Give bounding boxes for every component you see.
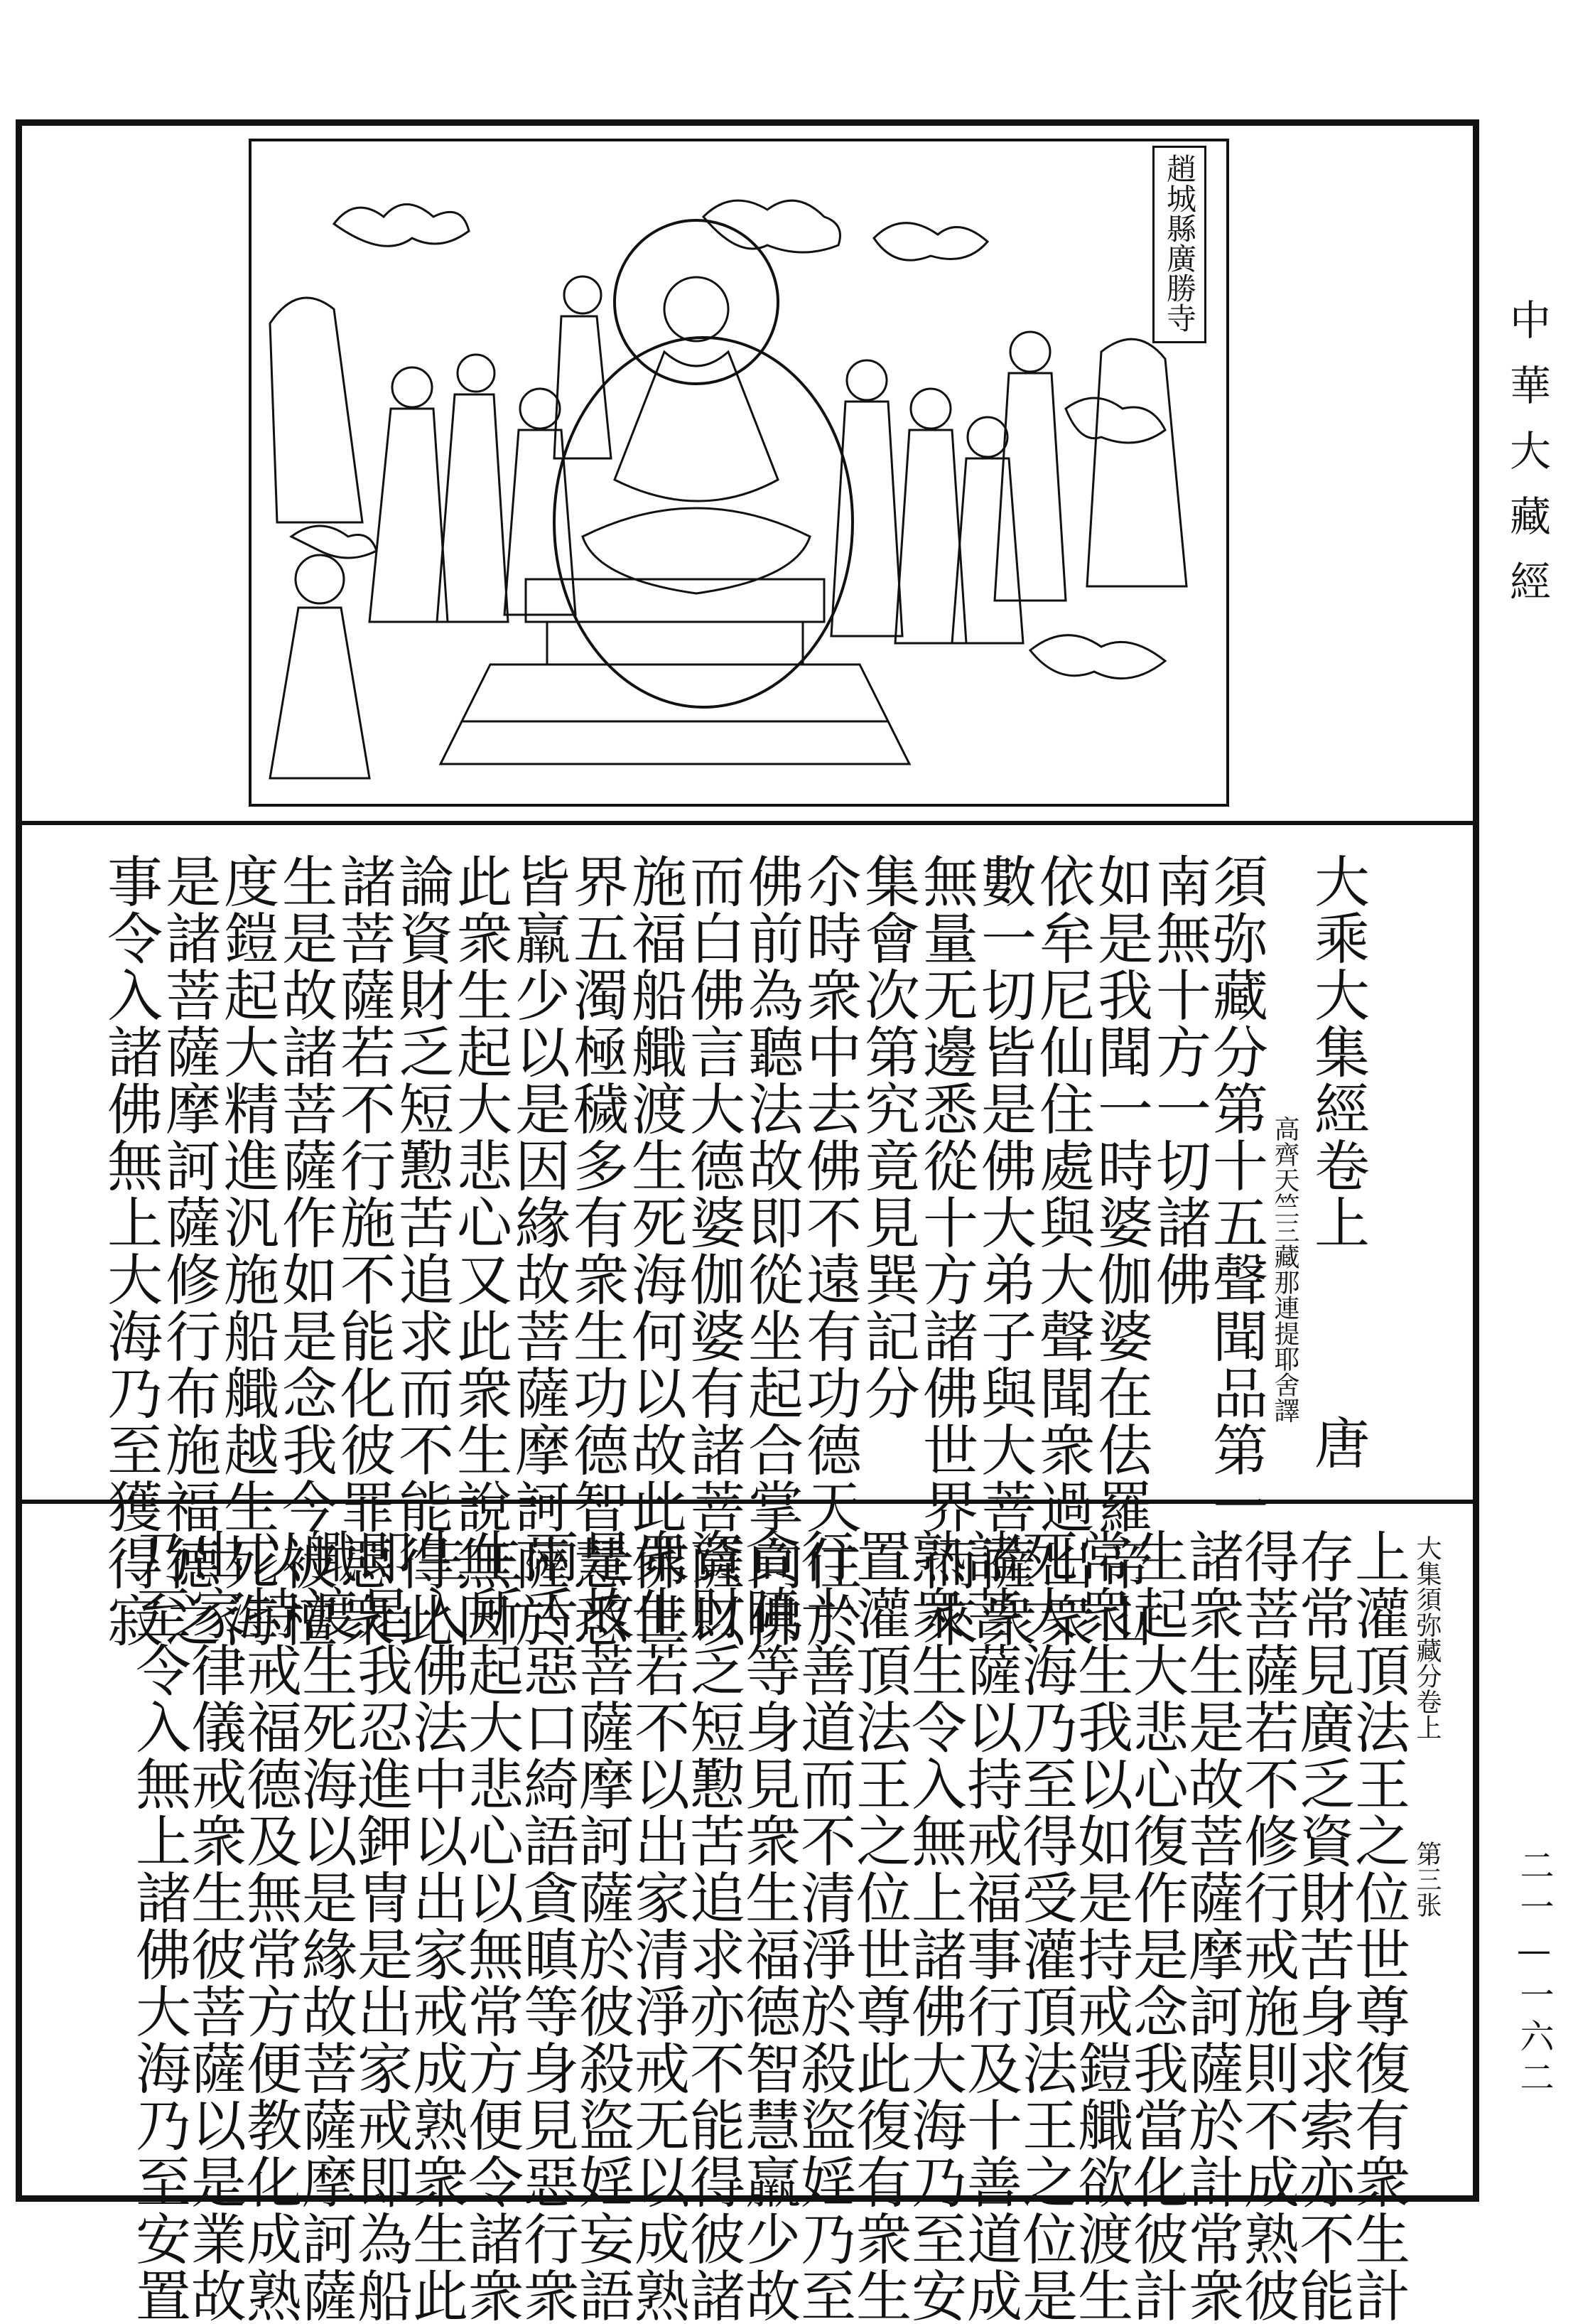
text-column: 數一切皆是佛大弟子與大菩薩衆 (972, 853, 1036, 1649)
buddha-assembly-woodcut-icon (249, 139, 1229, 807)
text-column: 生入佛法中以出家戒成熟衆生此 (404, 1528, 467, 2324)
text-column: 兩舌惡口綺語貪瞋等身見惡行衆 (514, 1528, 578, 2324)
illustration-caption: 趙城縣廣勝寺 (1162, 154, 1197, 333)
text-column: 生是故諸菩薩作如是念我今被檀 (273, 853, 337, 1649)
text-column: 生起大悲心復作是念我當化彼計 (1124, 1528, 1188, 2324)
text-column: 常衆生我以如是持戒鎧艥欲渡生 (1069, 1528, 1133, 2324)
text-column: 出家律儀戒衆生彼菩薩以是業故 (182, 1528, 246, 2324)
text-column: 唐 (1305, 1414, 1369, 1471)
text-column: 諸菩薩以持戒福事行及十善道成 (958, 1528, 1022, 2324)
text-column: 事令入諸佛無上大海乃至獲得寂 (98, 853, 162, 1649)
illustration-caption-box (1152, 146, 1206, 343)
text-column: 集會次第究竟見巽記分 (855, 853, 919, 1421)
text-column: 是故菩薩摩訶薩於彼殺盜婬妄語 (570, 1528, 634, 2324)
text-column: 諸衆生是故菩薩摩訶薩於計常衆 (1179, 1528, 1243, 2324)
text-column: 以持戒福德及無常方便教化成熟 (237, 1528, 301, 2324)
collection-title: 中華大藏經 (1503, 298, 1551, 625)
text-column: 度鎧起大精進汎施船艥越生死海 (215, 853, 279, 1649)
translator-line: 高齊天竺三藏那連提耶舍譯 (1270, 1116, 1299, 1423)
text-column: 上灌頂法王之位世尊復有衆生計 (1346, 1528, 1410, 2324)
text-column: 衆生若不以出家清淨戒无以成熟 (625, 1528, 689, 2324)
text-column: 如是我聞一時婆伽婆在佉羅帝山 (1088, 853, 1152, 1649)
text-column: 此衆生起大悲心又此衆生說無因 (448, 853, 512, 1649)
text-column: 尒時衆中去佛不遠有功德天住於 (797, 853, 861, 1649)
text-column: 乃至令入無上諸佛大海乃至安置 (126, 1528, 190, 2324)
text-column: 熟衆生令入無上諸佛大海乃至安 (902, 1528, 966, 2324)
text-column: 佛前為聽法故即從坐起合掌向佛 (739, 853, 803, 1649)
text-column: 即是我忍進鉀冑是出家戒即為船 (348, 1528, 412, 2324)
page-number: 二一—一六二 (1514, 1848, 1554, 2101)
text-column: 生所起大悲心以無常方便令諸衆 (459, 1528, 523, 2324)
text-column: 得菩薩若不修行戒施則不成熟彼 (1235, 1528, 1299, 2324)
text-column: 死大海乃至得受灌頂法王之位是 (1013, 1528, 1077, 2324)
text-column: 置灌頂法王之位世尊此復有衆生 (847, 1528, 911, 2324)
running-head: 大集須弥藏分卷上 (1412, 1535, 1442, 1740)
text-column: 論資財乏短懃苦追求而不能得此 (389, 853, 453, 1649)
text-column: 無量无邊悉從十方諸佛世界而來 (914, 853, 978, 1649)
text-column: 大乘大集經卷上 (1305, 853, 1369, 1251)
text-column: 界五濁極穢多有衆生功德智慧悉 (564, 853, 628, 1649)
text-column: 南無十方一切諸佛 (1147, 853, 1211, 1308)
text-column: 存常見廣乏資財苦身求索亦不能 (1290, 1528, 1354, 2324)
illustration (249, 139, 1229, 807)
text-column: 資財乏短懃苦追求亦不能得彼諸 (681, 1528, 745, 2324)
text-column: 艥渡生死海以是緣故菩薩摩訶薩 (293, 1528, 357, 2324)
panel-divider-upper (16, 821, 1479, 825)
text-column: 貪瞋等身見衆生福德智慧羸少故 (736, 1528, 800, 2324)
text-column: 須弥藏分第十五聲聞品第一 (1204, 853, 1267, 1535)
text-column: 行十善道而不清淨於殺盜婬乃至 (791, 1528, 855, 2324)
text-column: 皆羸少以是因緣故菩薩摩訶薩於 (506, 853, 570, 1649)
text-column: 而白佛言大德婆伽婆有諸菩薩以 (681, 853, 745, 1649)
text-column: 諸菩薩若不行施不能化彼罪惡衆 (331, 853, 395, 1649)
text-column: 是諸菩薩摩訶薩修行布施福德之 (156, 853, 220, 1649)
sheet-number: 第三张 (1412, 1841, 1442, 1917)
text-column: 施福船艥渡生死海何以故此佛世 (622, 853, 686, 1649)
text-column: 依牟尼仙住處與大聲聞衆過出衆 (1030, 853, 1094, 1649)
